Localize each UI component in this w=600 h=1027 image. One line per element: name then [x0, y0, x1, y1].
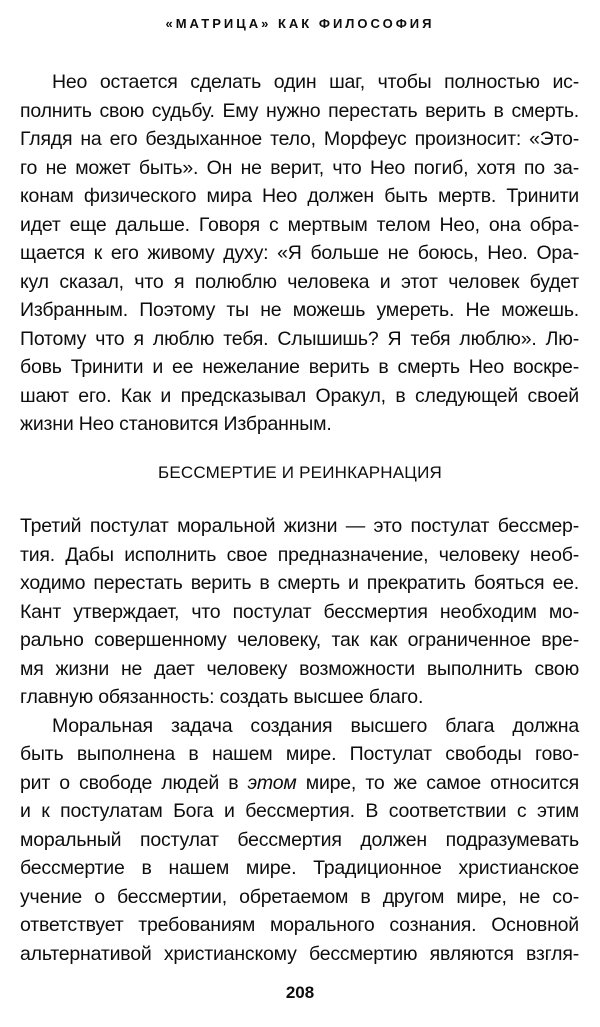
text-line: жизни Нео становится Избранным.: [20, 413, 332, 435]
text-line: быть выполнена в нашем мире. Постулат свободы гово-: [20, 743, 579, 765]
text-line: моральный постулат бессмертия должен подразумевать: [20, 828, 579, 851]
text-line: идет еще дальше. Говоря с мертвым телом Нео, она обра-: [20, 213, 579, 236]
text-line: полнить свою судьбу. Ему нужно перестать верить в смерть.: [20, 99, 579, 122]
text-line: ответствует требованиям морального сознания. Основной: [20, 914, 579, 936]
text-line: альтернативой христианскому бессмертию являются взгля-: [20, 942, 579, 965]
emphasis-word: этом: [247, 771, 297, 794]
text-line: главную обязанность: создать высшее благо.: [20, 686, 424, 708]
text-line-with-emphasis: [20, 769, 579, 798]
text-line: и к постулатам Бога и бессмертия. В соответствии с этим: [20, 800, 579, 822]
text-line: бовь Тринити и ее нежелание верить в смерть Нео воскре-: [20, 356, 579, 378]
text-line: шают его. Как и предсказывал Оракул, в следующей своей: [20, 384, 579, 407]
paragraph-neo-death: [20, 68, 579, 439]
text-line: мя жизни не дает человеку возможности выполнить свою: [20, 657, 579, 680]
text-fragment: рит о свободе людей в: [20, 771, 248, 794]
text-line: Избранным. Поэтому ты не можешь умереть. Не можешь.: [20, 299, 579, 321]
text-line: тия. Дабы исполнить свое предназначение, человеку необ-: [20, 543, 579, 566]
text-line: конам физического мира Нео должен быть мертв. Тринити: [20, 185, 579, 207]
text-line: Нео остается сделать один шаг, чтобы полностью ис-: [52, 71, 579, 93]
text-fragment: мире, то же самое относится: [296, 771, 579, 794]
text-line: рально совершенному человеку, так как ограниченное вре-: [20, 629, 579, 651]
text-line: Глядя на его бездыханное тело, Морфеус произносит: «Это-: [20, 128, 579, 150]
paragraph-immortality: [20, 512, 579, 968]
text-line: го не может быть». Он не верит, что Нео погиб, хотя по за-: [20, 156, 579, 179]
text-line: учение о бессмертии, обретаемом в другом мире, не со-: [20, 885, 579, 908]
text-line: Моральная задача создания высшего блага должна: [52, 714, 579, 737]
page-number: 208: [285, 983, 315, 1002]
section-heading: БЕССМЕРТИЕ И РЕИНКАРНАЦИЯ: [158, 463, 442, 482]
text-line: ходимо перестать верить в смерть и прекратить бояться ее.: [20, 572, 579, 594]
text-line: Потому что я люблю тебя. Слышишь? Я тебя люблю». Лю-: [20, 327, 579, 350]
running-header: «МАТРИЦА» КАК ФИЛОСОФИЯ: [165, 16, 435, 31]
text-line: Третий постулат моральной жизни — это постулат бессмер-: [20, 515, 579, 537]
text-line: кул сказал, что я полюблю человека и этот человек будет: [20, 270, 579, 293]
text-line: бессмертие в нашем мире. Традиционное христианское: [20, 857, 579, 879]
text-line: Кант утверждает, что постулат бессмертия необходим мо-: [20, 600, 579, 623]
text-line: щается к его живому духу: «Я больше не боюсь, Нео. Ора-: [20, 242, 579, 264]
